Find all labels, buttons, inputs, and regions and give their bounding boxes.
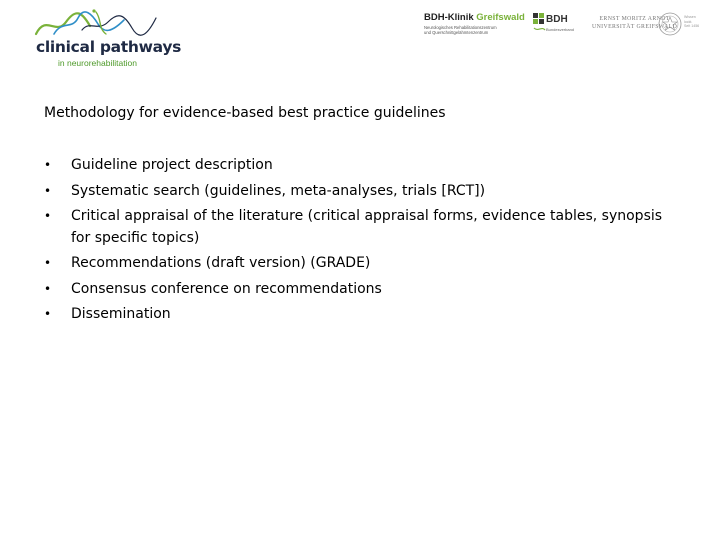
bullet-icon: •	[44, 307, 52, 321]
list-item	[44, 279, 684, 301]
university-motto-line-2: lockt.	[684, 19, 693, 24]
bullet-text: Consensus conference on recommendations	[71, 280, 382, 297]
bdh-mark	[532, 12, 584, 38]
university-motto-line-1: Wissen	[684, 15, 696, 19]
list-item	[44, 304, 684, 326]
bullet-icon: •	[44, 209, 52, 223]
swirl-logo-icon	[32, 8, 172, 40]
clinical-pathways-logo	[32, 8, 182, 70]
bullet-icon: •	[44, 256, 52, 270]
bdh-klinik-subtitle	[424, 25, 497, 35]
bullet-text: Critical appraisal of the literature (critical appraisal forms, evidence tables, synopsis for specific topics)	[71, 208, 663, 246]
university-seal-icon	[658, 12, 682, 36]
clinical-pathways-subtitle: in neurorehabilitation	[58, 58, 137, 68]
bullet-icon: •	[44, 281, 52, 296]
bdh-emblem-icon	[532, 12, 546, 34]
list-item	[44, 181, 684, 203]
slide-title: Methodology for evidence-based best practice guidelines	[44, 105, 446, 121]
bdh-klinik-subline-1: Neurologisches Rehabilitationszentrum	[424, 25, 497, 30]
clinical-pathways-name: clinical pathways	[36, 38, 182, 56]
bdh-klinik-name-highlight: Greifswald	[476, 12, 525, 23]
university-name-line-1: ERNST MORITZ ARNDT	[599, 16, 670, 22]
university-logo	[578, 12, 708, 46]
university-motto-line-3: Seit 1456	[684, 24, 700, 28]
bullet-icon: •	[44, 158, 52, 172]
bdh-klinik-logo	[424, 12, 584, 40]
university-motto	[684, 15, 704, 29]
list-item	[44, 206, 684, 249]
bdh-mark-text: BDH	[546, 14, 568, 25]
bdh-mark-tag: Bundesverband	[546, 27, 575, 32]
bullet-text: Recommendations (draft version) (GRADE)	[71, 255, 371, 271]
university-name-line-2: UNIVERSITÄT GREIFSWALD	[592, 24, 678, 30]
list-item	[44, 155, 684, 177]
bullet-text: Systematic search (guidelines, meta-analyses, trials [RCT])	[71, 182, 486, 199]
list-item	[44, 253, 684, 275]
bullet-text: Dissemination	[71, 306, 171, 322]
bullet-text: Guideline project description	[71, 157, 273, 173]
bdh-klinik-subline-2: und Querschnittgelähmtenzentrum	[424, 30, 489, 35]
bdh-klinik-name-prefix: BDH-Klinik	[424, 12, 477, 23]
bdh-klinik-name	[424, 12, 525, 23]
bullet-icon: •	[44, 183, 52, 198]
bullet-list	[44, 155, 684, 330]
